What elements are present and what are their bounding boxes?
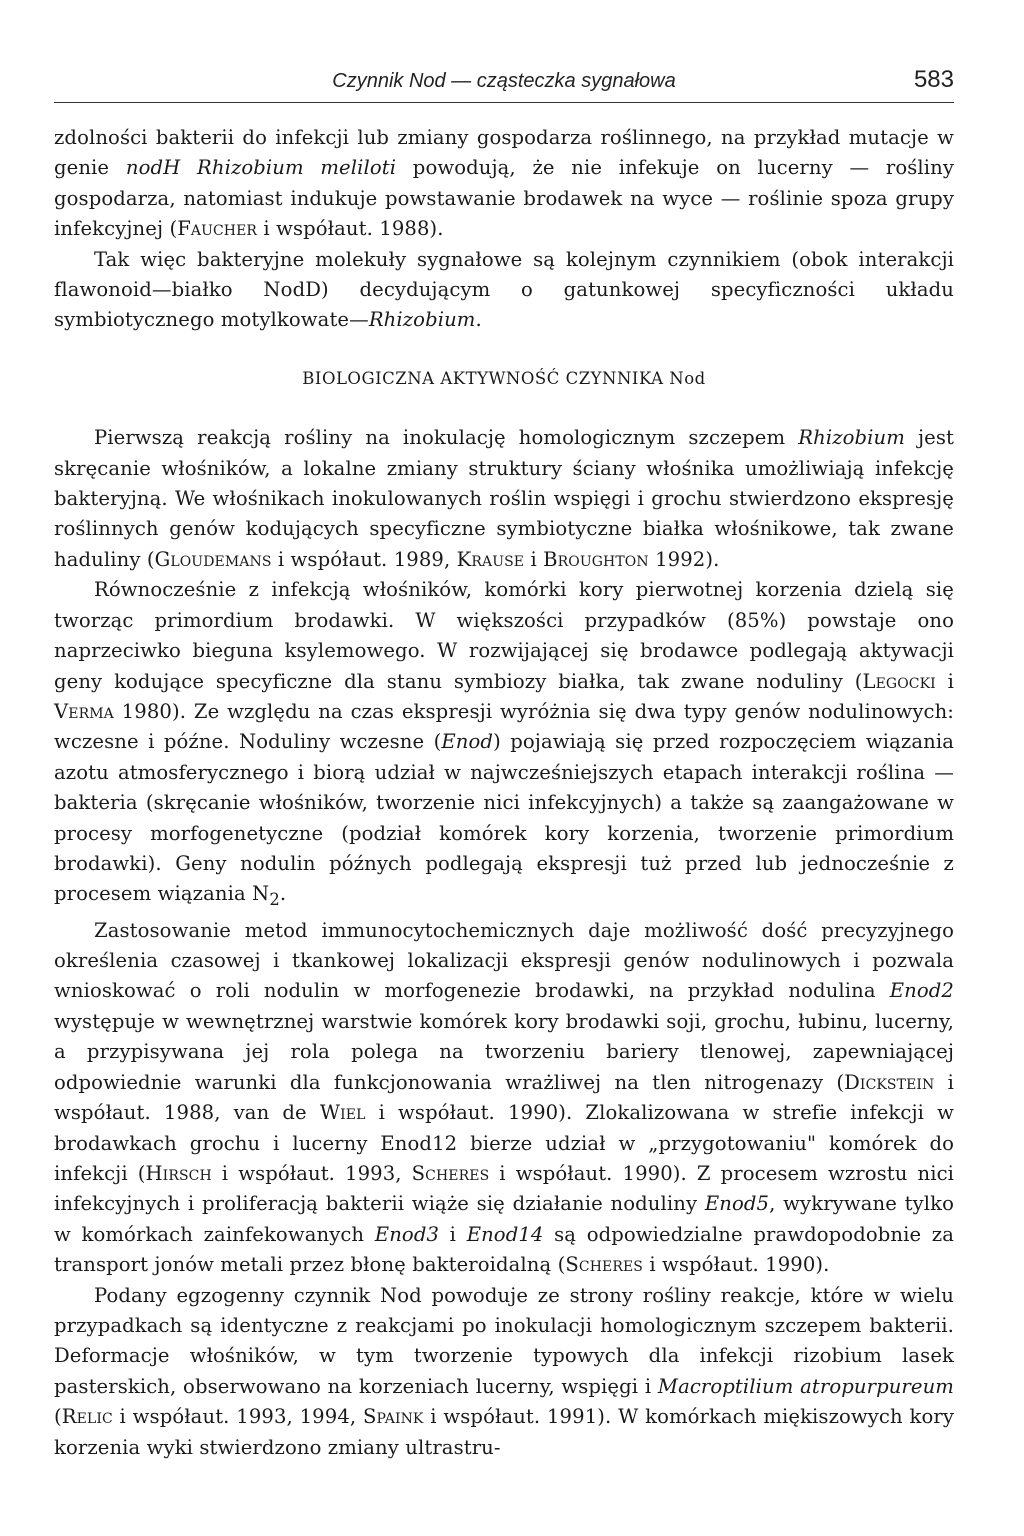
running-header [54, 66, 954, 103]
section-heading: BIOLOGICZNA AKTYWNOŚĆ CZYNNIKA Nod [302, 368, 706, 388]
page-number: 583 [913, 66, 954, 93]
body-text [54, 123, 954, 1463]
paragraph: Tak więc bakteryjne molekuły sygnałowe są kolejnym czynnikiem (obok interakcji flawonoid—białko NodD) decydującym o gatunkowej specyficzności układu symbiotycznego motylkowate—Rhizobium. [54, 247, 954, 332]
paragraph: Pierwszą reakcją rośliny na inokulację homologicznym szczepem Rhizobium jest skręcanie włośników, a lokalne zmiany struktury ściany włośnika umożliwiają infekcję bakteryjną. We włośnikach inokulowanych roślin wspięgi i grochu stwierdzono ekspresję roślinnych genów kodujących specyficzne symbiotyczne białka włośnikowe, tak zwane haduliny (Gloudemans i współaut. 1989, Krause i Broughton 1992). [54, 426, 954, 571]
paragraph: Równocześnie z infekcją włośników, komórki kory pierwotnej korzenia dzielą się tworząc primordium brodawki. W większości przypadków (85%) powstaje ono naprzeciwko bieguna ksylemowego. W rozwijającej się brodawce podlegają aktywacji geny kodujące specyficzne dla stanu symbiozy białka, tak zwane noduliny (Legocki i Verma 1980). Ze względu na czas ekspresji wyróżnia się dwa typy genów nodulinowych: wczesne i późne. Noduliny wczesne (Enod) pojawiają się przed rozpoczęciem wiązania azotu atmosferycznego i biorą udział w najwcześniejszych etapach interakcji roślina — bakteria (skręcanie włośników, tworzenie nici infekcyjnych) a także są zaangażowane w procesy morfogenetyczne (podział komórek kory korzenia, tworzenie primordium brodawki). Geny nodulin późnych podlegają ekspresji tuż przed lub jednocześnie z procesem wiązania $N_2$. [54, 578, 954, 910]
running-title: Czynnik Nod — cząsteczka sygnałowa [332, 70, 676, 92]
paragraph: Podany egzogenny czynnik Nod powoduje ze strony rośliny reakcje, które w wielu przypadkach są identyczne z reakcjami po inokulacji homologicznym szczepem bakterii. Deformacje włośników, w tym tworzenie typowych dla infekcji rizobium lasek pasterskich, obserwowano na korzeniach lucerny, wspięgi i Macroptilium atropurpureum (Relic i współaut. 1993, 1994, Spaink i współaut. 1991). W komórkach miękiszowych kory korzenia wyki stwierdzono zmiany ultrastru- [54, 1283, 954, 1459]
paragraph-continuation: zdolności bakterii do infekcji lub zmiany gospodarza roślinnego, na przykład mutacje w genie nodH Rhizobium meliloti powodują, że nie infekuje on lucerny — rośliny gospodarza, natomiast indukuje powstawanie brodawek na wyce — roślinie spoza grupy infekcyjnej (Faucher i współaut. 1988). [54, 126, 954, 241]
paragraph: Zastosowanie metod immunocytochemicznych daje możliwość dość precyzyjnego określenia czasowej i tkankowej lokalizacji ekspresji genów nodulinowych i pozwala wnioskować o roli nodulin w morfogenezie brodawki, na przykład nodulina Enod2 występuje w wewnętrznej warstwie komórek kory brodawki soji, grochu, łubinu, lucerny, a przypisywana jej rola polega na tworzeniu bariery tlenowej, zapewniającej odpowiednie warunki dla funkcjonowania wrażliwej na tlen nitrogenazy (Dickstein i współaut. 1988, van de Wiel i współaut. 1990). Zlokalizowana w strefie infekcji w brodawkach grochu i lucerny Enod12 bierze udział w „przygotowaniu" komórek do infekcji (Hirsch i współaut. 1993, Scheres i współaut. 1990). Z procesem wzrostu nici infekcyjnych i proliferacją bakterii wiąże się działanie noduliny Enod5, wykrywane tylko w komórkach zainfekowanych Enod3 i Enod14 są odpowiedzialne prawdopodobnie za transport jonów metali przez błonę bakteroidalną (Scheres i współaut. 1990). [54, 918, 955, 1277]
